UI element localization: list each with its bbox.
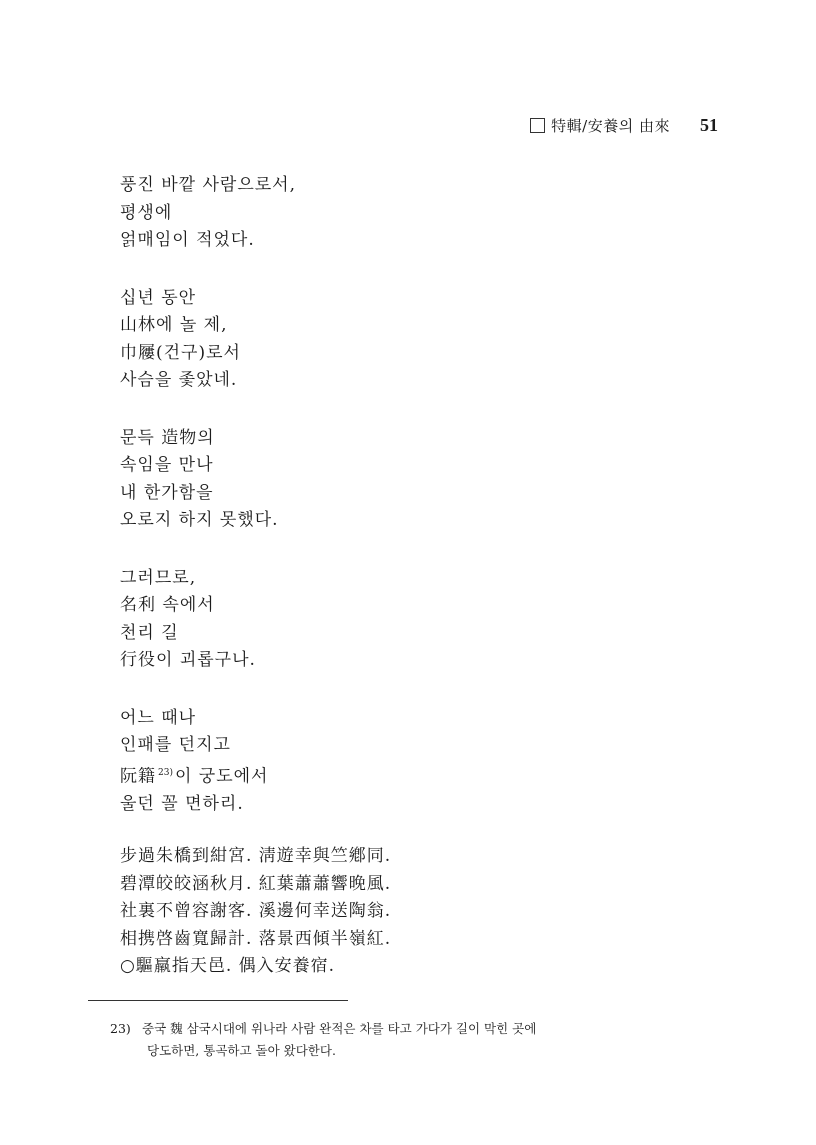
- poem-line: 풍진 바깥 사람으로서,: [120, 175, 297, 195]
- original-chinese-poem: [120, 843, 391, 981]
- poem-line: 인패를 던지고: [120, 735, 231, 755]
- hanmun-line: 社裏不曾容謝客. 溪邊何幸送陶翁.: [120, 901, 392, 921]
- poem-line: 십년 동안: [120, 287, 197, 308]
- poem-line: 얽매임이 적었다.: [120, 230, 255, 250]
- hanmun-line: 相携啓齒寬歸計. 落景西傾半嶺紅.: [120, 928, 392, 949]
- poem-line-rest: 이 궁도에서: [174, 766, 269, 787]
- poem-line: 속임을 만나: [120, 455, 214, 475]
- poem-line: 평생에: [120, 202, 173, 223]
- poem-stanza-1: [120, 172, 296, 255]
- poem-line: 山林에 놀 제,: [120, 315, 228, 335]
- poem-line: 울던 꼴 면하리.: [120, 793, 244, 814]
- poem-line: 巾屨(건구)로서: [120, 342, 241, 363]
- poem-stanza-4: [120, 565, 296, 675]
- poem-line: 어느 때나: [120, 707, 197, 728]
- poem-line: 문득 造物의: [120, 427, 215, 448]
- poem-stanza-3: [120, 425, 296, 535]
- footnote-text: 중국 魏 삼국시대에 위나라 사람 완적은 차를 타고 가다가 길이 막힌 곳에: [142, 1021, 537, 1036]
- footnote-reference[interactable]: 23): [158, 767, 173, 778]
- running-header: [530, 115, 718, 136]
- ruanji-name: 阮籍: [120, 766, 156, 787]
- poem-translation: [120, 172, 296, 848]
- poem-line: 名利 속에서: [120, 595, 215, 615]
- section-title-text: 特輯/安養의 由來: [551, 117, 670, 135]
- footnote-line-1: [110, 1018, 725, 1040]
- poem-stanza-2: [120, 285, 296, 395]
- poem-line: 사슴을 좇았네.: [120, 370, 238, 390]
- page-number: 51: [700, 115, 718, 135]
- poem-line: 오로지 하지 못했다.: [120, 510, 279, 530]
- poem-line-with-footnote: [120, 760, 296, 791]
- poem-line: 行役이 괴롭구나.: [120, 650, 256, 670]
- poem-line: 그러므로,: [120, 567, 197, 588]
- hanmun-line: 步過朱橋到紺宮. 淸遊幸與竺鄕同.: [120, 846, 392, 866]
- hanmun-line: ○驅羸指天邑. 偶入安養宿.: [120, 956, 336, 976]
- footnote-divider: [88, 1000, 348, 1001]
- footnote-line-2: 당도하면, 통곡하고 돌아 왔다한다.: [147, 1043, 336, 1058]
- poem-stanza-5: [120, 705, 296, 819]
- section-title: [530, 115, 670, 136]
- poem-line: 천리 길: [120, 622, 179, 643]
- hanmun-line: 碧潭皎皎涵秋月. 紅葉蕭蕭響晚風.: [120, 873, 392, 894]
- footnote: [110, 1018, 725, 1062]
- poem-line: 내 한가함을: [120, 482, 214, 503]
- footnote-number: 23): [110, 1021, 131, 1036]
- square-bullet-icon: [530, 118, 545, 133]
